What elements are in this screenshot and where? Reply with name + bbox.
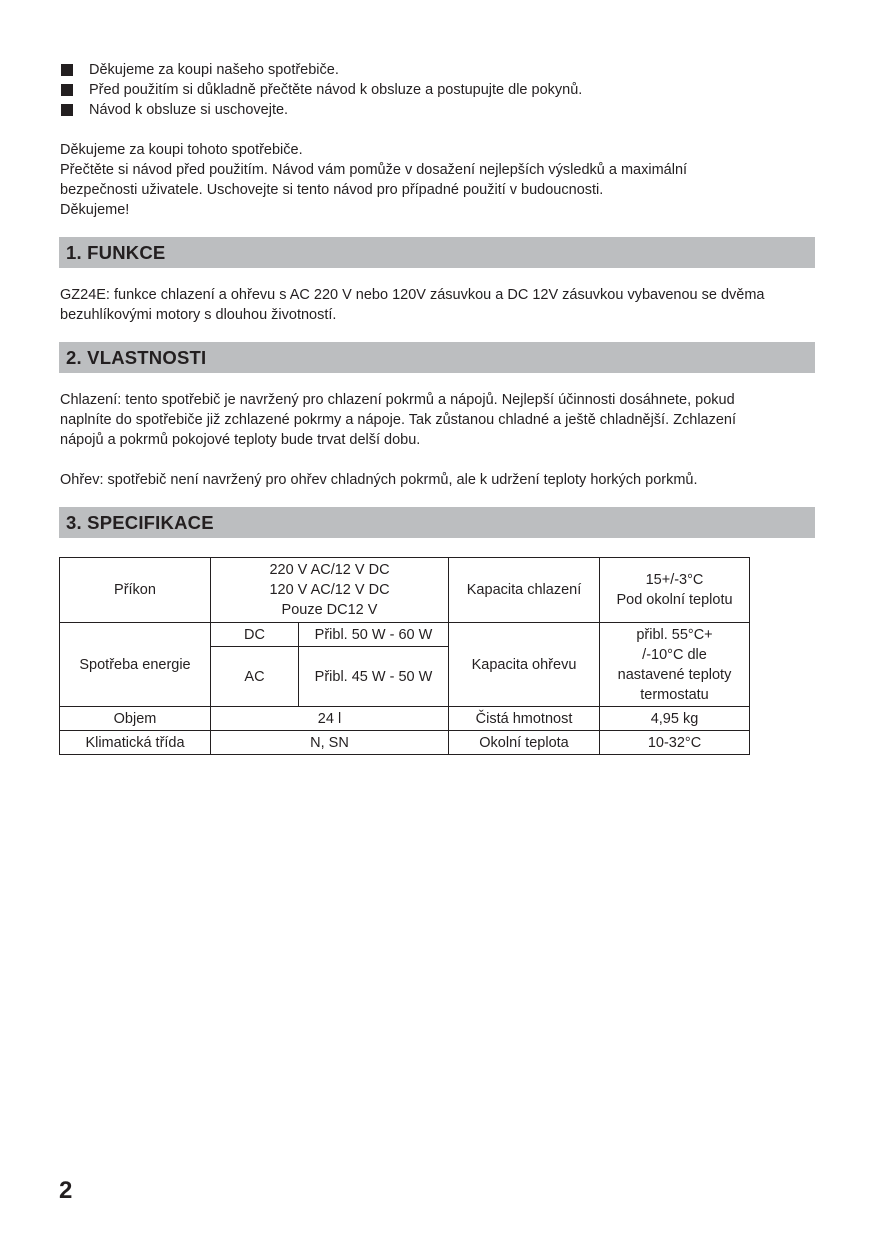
climate-class-label-cell: Klimatická třída (60, 731, 211, 755)
climate-class-value-cell: N, SN (211, 731, 449, 755)
dc-label-cell: DC (211, 623, 299, 647)
consumption-label-cell: Spotřeba energie (60, 623, 211, 707)
table-row (60, 731, 750, 755)
net-weight-label-cell: Čistá hmotnost (449, 707, 600, 731)
heating-capacity-value-cell: přibl. 55°C+ /-10°C dle nastavené teploty termostatu (600, 623, 750, 707)
bullet-item (60, 60, 582, 80)
text-line: naplníte do spotřebiče již zchlazené pokrmy a nápoje. Tak zůstanou chladné a ještě chladnější. Zchlazení (60, 412, 737, 428)
bullet-item (60, 80, 582, 100)
section-header-vlastnosti (59, 342, 815, 373)
ambient-temp-value-cell: 10-32°C (600, 731, 750, 755)
text-line: Ohřev: spotřebič není navržený pro ohřev chladných pokrmů, ale k udržení teploty horkých porkmů. (60, 472, 698, 488)
intro-line: Děkujeme! (60, 202, 130, 218)
table-row (60, 707, 750, 731)
table-row (60, 558, 750, 623)
table-row (60, 623, 750, 647)
section-title: 2. VLASTNOSTI (66, 347, 207, 368)
ac-value-cell: Přibl. 45 W - 50 W (299, 647, 449, 707)
intro-line: Přečtěte si návod před použitím. Návod vám pomůže v dosažení nejlepších výsledků a maximální (60, 162, 688, 178)
net-weight-value-cell: 4,95 kg (600, 707, 750, 731)
square-bullet-icon (61, 84, 73, 96)
cooling-paragraph (60, 390, 820, 450)
intro-paragraph (60, 140, 820, 220)
ac-label-cell: AC (211, 647, 299, 707)
bullet-text: Děkujeme za koupi našeho spotřebiče. (89, 62, 339, 78)
cooling-capacity-value-cell: 15+/-3°C Pod okolní teplotu (600, 558, 750, 623)
text-line: GZ24E: funkce chlazení a ohřevu s AC 220 V nebo 120V zásuvkou a DC 12V zásuvkou vybavenou se dvěma (60, 287, 765, 303)
bullet-text: Před použitím si důkladně přečtěte návod k obsluze a postupujte dle pokynů. (89, 82, 583, 98)
volume-label-cell: Objem (60, 707, 211, 731)
text-line: bezuhlíkovými motory s dlouhou životností. (60, 307, 337, 323)
specification-table (59, 557, 750, 755)
prikon-label-cell: Příkon (60, 558, 211, 623)
intro-line: bezpečnosti uživatele. Uschovejte si tento návod pro případné použití v budoucnosti. (60, 182, 604, 198)
section-title: 1. FUNKCE (66, 242, 166, 263)
intro-line: Děkujeme za koupi tohoto spotřebiče. (60, 142, 303, 158)
page-number: 2 (59, 1177, 73, 1204)
square-bullet-icon (61, 104, 73, 116)
section-header-specifikace (59, 507, 815, 538)
prikon-value-cell: 220 V AC/12 V DC 120 V AC/12 V DC Pouze DC12 V (211, 558, 449, 623)
bullet-item (60, 100, 582, 120)
heating-paragraph (60, 470, 820, 490)
ambient-temp-label-cell: Okolní teplota (449, 731, 600, 755)
cooling-capacity-label-cell: Kapacita chlazení (449, 558, 600, 623)
section-header-funkce (59, 237, 815, 268)
square-bullet-icon (61, 64, 73, 76)
volume-value-cell: 24 l (211, 707, 449, 731)
text-line: Chlazení: tento spotřebič je navržený pro chlazení pokrmů a nápojů. Nejlepší účinnosti dosáhnete, pokud (60, 392, 735, 408)
section-title: 3. SPECIFIKACE (66, 512, 214, 533)
funkce-paragraph (60, 285, 820, 325)
bullet-text: Návod k obsluze si uschovejte. (89, 102, 289, 118)
dc-value-cell: Přibl. 50 W - 60 W (299, 623, 449, 647)
heating-capacity-label-cell: Kapacita ohřevu (449, 623, 600, 707)
text-line: nápojů a pokrmů pokojové teploty bude trvat delší dobu. (60, 432, 421, 448)
intro-bullet-list (60, 60, 582, 120)
